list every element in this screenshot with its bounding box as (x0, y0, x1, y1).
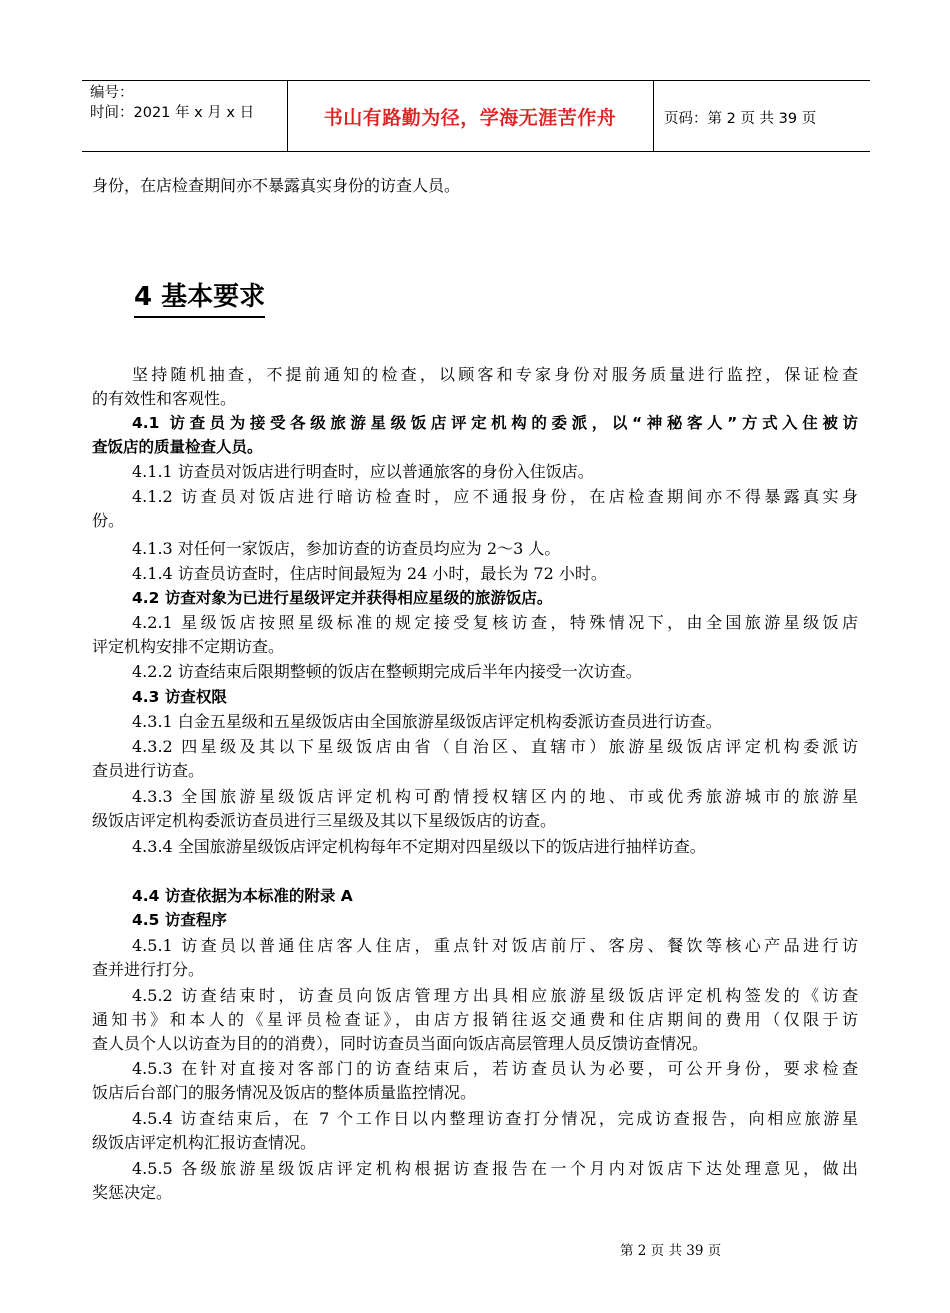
intro-line: 身份，在店检查期间亦不暴露真实身份的访查人员。 (92, 176, 461, 195)
body-line: 通知书》和本人的《星评员检查证》，由店方报销往返交通费和住店期间的费用（仅限于访 (92, 1010, 858, 1029)
body-line: 4.5.5 各级旅游星级饭店评定机构根据访查报告在一个月内对饭店下达处理意见，做出 (132, 1159, 858, 1178)
body-line: 4.3.3 全国旅游星级饭店评定机构可酌情授权辖区内的地、市或优秀旅游城市的旅游星 (132, 787, 858, 806)
body-line: 4.5.4 访查结束后，在 7 个工作日以内整理访查打分情况，完成访查报告，向相应旅游星 (132, 1109, 858, 1128)
section-title: 4 基本要求 (134, 280, 265, 318)
body-line: 4.3.4 全国旅游星级饭店评定机构每年不定期对四星级以下的饭店进行抽样访查。 (132, 837, 706, 856)
body-line: 4.1.1 访查员对饭店进行明查时，应以普通旅客的身份入住饭店。 (132, 462, 594, 481)
body-line: 4.1.3 对任何一家饭店，参加访查的访查员均应为 2～3 人。 (132, 539, 561, 558)
body-line-bold: 查饭店的质量检查人员。 (92, 438, 263, 456)
body-line: 4.5.2 访查结束时，访查员向饭店管理方出具相应旅游星级饭店评定机构签发的《访查 (132, 986, 858, 1005)
body-line: 查人员个人以访查为目的的消费），同时访查员当面向饭店高层管理人员反馈访查情况。 (92, 1034, 709, 1053)
body-line-bold: 4.4 访查依据为本标准的附录 A (132, 887, 353, 905)
body-line: 的有效性和客观性。 (92, 389, 237, 408)
header-divider-right (653, 81, 654, 151)
body-line: 级饭店评定机构委派访查员进行三星级及其以下星级饭店的访查。 (92, 811, 557, 830)
body-line-bold: 4.1 访查员为接受各级旅游星级饭店评定机构的委派，以“神秘客人”方式入住被访 (132, 414, 858, 432)
body-line: 坚持随机抽查，不提前通知的检查，以顾客和专家身份对服务质量进行监控，保证检查 (132, 365, 858, 384)
body-line: 4.1.2 访查员对饭店进行暗访检查时，应不通报身份，在店检查期间亦不得暴露真实身 (132, 487, 858, 506)
header-motto: 书山有路勤为径，学海无涯苦作舟 (323, 107, 617, 129)
body-line-bold: 4.2 访查对象为已进行星级评定并获得相应星级的旅游饭店。 (132, 589, 553, 607)
body-line: 饭店后台部门的服务情况及饭店的整体质量监控情况。 (92, 1083, 477, 1102)
header-time: 时间：2021 年 x 月 x 日 (90, 105, 255, 121)
footer-page-number: 第 2 页 共 39 页 (620, 1243, 722, 1259)
header-meta (90, 83, 290, 123)
body-line: 奖惩决定。 (92, 1183, 173, 1202)
header-page-number: 页码：第 2 页 共 39 页 (664, 111, 817, 127)
body-line-bold: 4.3 访查权限 (132, 688, 227, 706)
body-line: 评定机构安排不定期访查。 (92, 637, 285, 656)
body-line: 级饭店评定机构汇报访查情况。 (92, 1133, 317, 1152)
body-line: 4.3.1 白金五星级和五星级饭店由全国旅游星级饭店评定机构委派访查员进行访查。 (132, 712, 722, 731)
body-line: 4.1.4 访查员访查时，住店时间最短为 24 小时，最长为 72 小时。 (132, 564, 607, 583)
body-line: 4.2.2 访查结束后限期整顿的饭店在整顿期完成后半年内接受一次访查。 (132, 662, 642, 681)
body-line-bold: 4.5 访查程序 (132, 911, 227, 929)
body-line: 4.3.2 四星级及其以下星级饭店由省（自治区、直辖市）旅游星级饭店评定机构委派访 (132, 737, 858, 756)
body-line: 份。 (92, 511, 125, 530)
body-line: 4.2.1 星级饭店按照星级标准的规定接受复核访查，特殊情况下，由全国旅游星级饭店 (132, 613, 858, 632)
body-line: 查员进行访查。 (92, 761, 205, 780)
page-header (82, 80, 870, 152)
body-line: 4.5.3 在针对直接对客部门的访查结束后，若访查员认为必要，可公开身份，要求检查 (132, 1059, 858, 1078)
body-line: 4.5.1 访查员以普通住店客人住店，重点针对饭店前厅、客房、餐饮等核心产品进行访 (132, 936, 858, 955)
body-line: 查并进行打分。 (92, 960, 205, 979)
header-number: 编号： (90, 85, 134, 101)
